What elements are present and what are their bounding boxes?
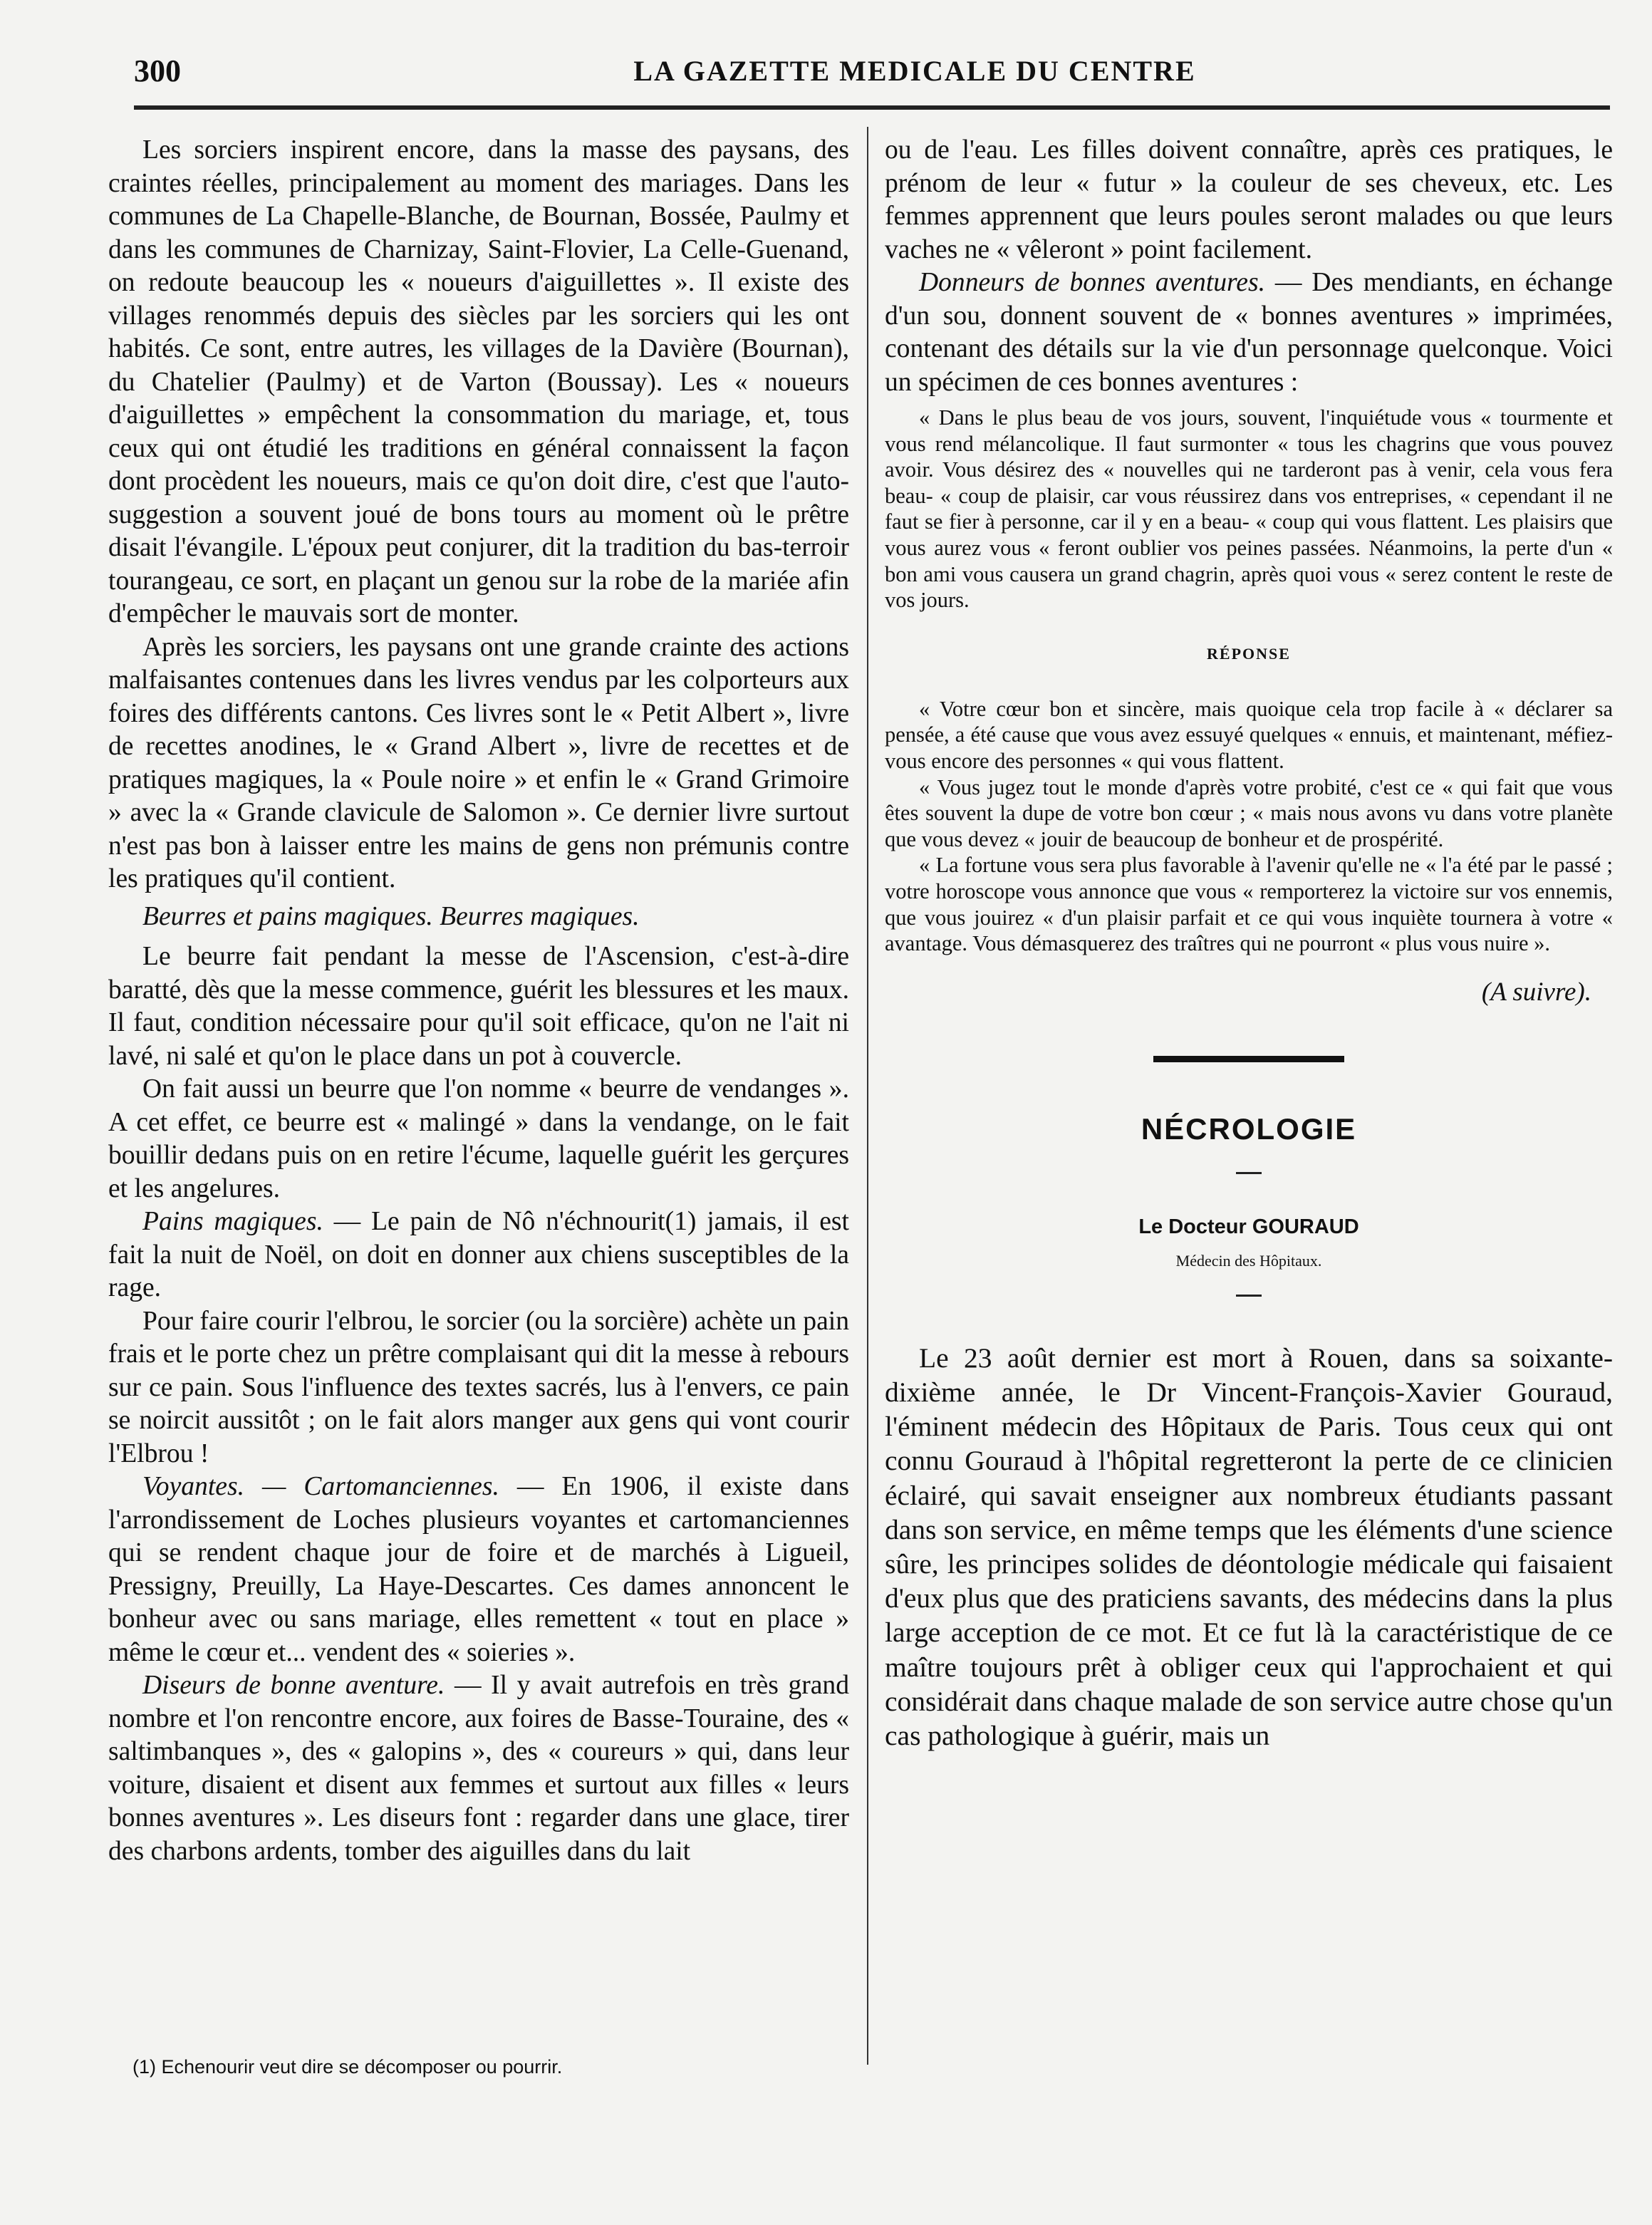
paragraph-livres: Après les sorciers, les paysans ont une grande crainte des actions malfaisantes contenues dans les livres vendus par les colporteurs aux foires des différents cantons. Ces livres sont le « Petit Albert », livre de recettes anodines, le « Grand Albert », livre de recettes et de pratiques magiques, la « Poule noire » et enfin le « Grand Grimoire » avec la « Grande clavicule de Salomon ». Ce dernier livre surtout n'est pas bon à laisser entre les mains de gens non prémunis contre les pratiques qu'il contient. [108, 632, 849, 893]
quote-reponse-3: « La fortune vous sera plus favorable à l'avenir qu'elle ne « l'a été par le passé ; votre horoscope vous annonce que vous « remporterez la victoire sur vos ennemis, que vous jouirez « d'un plaisir parfait et ce qui vous inquiète tournera à votre « avantage. Vous démasquerez des traîtres qui ne pourront « plus vous nuire ». [885, 853, 1613, 956]
paragraph-filles: ou de l'eau. Les filles doivent connaître, après ces pratiques, le prénom de leur « futur » la couleur de ses cheveux, etc. Les femmes apprennent que leurs poules seront malades ou que leurs vaches ne « vêleront » point facilement. [885, 135, 1613, 264]
paragraph-sorciers: Les sorciers inspirent encore, dans la masse des paysans, des craintes réelles, principalement au moment des mariages. Dans les communes de La Chapelle-Blanche, de Bournan, Bossée, Paulmy et dans les communes de Charnizay, Saint-Flovier, La Celle-Guenand, on redoute beaucoup les « noueurs d'aiguillettes ». Il existe des villages renommés depuis des siècles par les sorciers qui les ont habités. Ce sont, entre autres, les villages de la Davière (Bournan), du Chatelier (Paulmy) et de Varton (Boussay). Les « noueurs d'aiguillettes » empêchent la consommation du mariage, et, tous ceux qui ont étudié les traditions en général connaissent la façon dont procèdent les noueurs, mais ce qu'on doit dire, c'est que l'auto-suggestion a souvent joué de bons tours au moment où le prêtre disait l'évangile. L'époux peut conjurer, dit la tradition du bas-terroir tourangeau, ce sort, en plaçant un genou sur la robe de la mariée afin d'empêcher le mauvais sort de monter. [108, 135, 849, 628]
a-suivre: (A suivre). [1481, 977, 1591, 1007]
section-rule [1153, 1056, 1344, 1062]
necrologie-title: NÉCROLOGIE [1141, 1111, 1357, 1146]
paragraph-pains-magiques: Pains magiques. — Le pain de Nô n'échnourit(1) jamais, il est fait la nuit de Noël, on doit en donner aux chiens susceptibles de la rage. [108, 1207, 849, 1302]
page-header [134, 53, 1610, 95]
reponse-title: RÉPONSE [1207, 644, 1291, 663]
doctor-name: Le Docteur GOURAUD [1138, 1215, 1359, 1238]
right-column [885, 134, 1613, 1753]
journal-title: LA GAZETTE MEDICALE DU CENTRE [633, 55, 1196, 87]
short-rule [1236, 1172, 1262, 1174]
paragraph-elbrou: Pour faire courir l'elbrou, le sorcier (ou la sorcière) achète un pain frais et le porte chez un prêtre complaisant qui dit la messe à rebours sur ce pain. Sous l'influence des textes sacrés, lus à l'envers, ce pain se noircit aussitôt ; on le fait alors manger aux gens qui vont courir l'Elbrou ! [108, 1306, 849, 1468]
paragraph-voyantes: Voyantes. — Cartomanciennes. — En 1906, il existe dans l'arrondissement de Loches plusieurs voyantes et cartomanciennes qui se rendent chaque jour de foire et de marchés à Ligueil, Pressigny, Preuilly, La Haye-Descartes. Ces dames annoncent le bonheur avec ou sans mariage, elles remettent « tout en place » même le cœur et... vendent des « soieries ». [108, 1472, 850, 1667]
footnote: (1) Echenourir veut dire se décomposer ou pourrir. [133, 2056, 563, 2078]
left-column [108, 134, 849, 1868]
doctor-role: Médecin des Hôpitaux. [1175, 1251, 1322, 1270]
quote-bonne-aventure: « Dans le plus beau de vos jours, souvent, l'inquiétude vous « tourmente et vous rend mélancolique. Il faut surmonter « tous les chagrins que vous pouvez avoir. Vous désirez des « nouvelles qui ne tarderont pas à venir, cela vous fera beau- « coup de plaisir, car vous réussirez dans vos entreprises, « cependant il ne faut se fier à personne, car il y en a beau- « coup qui vous flattent. Les plaisirs que vous aurez vous « feront oublier vos peines passées. Néanmoins, la perte d'un « bon ami vous causera un grand chagrin, après quoi vous « serez content le reste de vos jours. [885, 405, 1613, 613]
paragraph-gouraud: Le 23 août dernier est mort à Rouen, dans sa soixante-dixième année, le Dr Vincent-François-Xavier Gouraud, l'éminent médecin des Hôpitaux de Paris. Tous ceux qui ont connu Gouraud à l'hôpital regretteront la perte de ce clinicien éclairé, qui savait enseigner aux nombreux étudiants passant dans son service, en même temps que les éléments d'une science sûre, les principes solides de déontologie médicale qui faisaient d'eux plus que des praticiens savants, des médecins dans la plus large acception de ce mot. Et ce fut là la caractéristique de ce maître toujours prêt à obliger ceux qui l'approchaient et qui considérait dans chaque malade de son service autre chose qu'un cas pathologique à guérir, mais un [885, 1342, 1613, 1751]
paragraph-beurre-ascension: Le beurre fait pendant la messe de l'Ascension, c'est-à-dire baratté, dès que la messe commence, guérit les blessures et les maux. Il faut, condition nécessaire pour qu'il soit efficace, qu'on ne l'ait ni lavé, ni salé et qu'on le place dans un pot à couvercle. [108, 942, 849, 1071]
short-rule-2 [1236, 1295, 1262, 1297]
quote-reponse-1: « Votre cœur bon et sincère, mais quoique cela trop facile à « déclarer sa pensée, a été cause que vous avez essuyé quelques « ennuis, et maintenant, méfiez-vous encore des personnes « qui vous flattent. [885, 696, 1613, 773]
paragraph-beurre-vendanges: On fait aussi un beurre que l'on nomme « beurre de vendanges ». A cet effet, ce beurre est « malingé » dans la vendange, on le fait bouillir dedans puis on en retire l'écume, laquelle guérit les gerçures et les angelures. [108, 1074, 849, 1203]
heading-beurres: Beurres et pains magiques. Beurres magiques. [142, 901, 640, 931]
quote-reponse-2: « Vous jugez tout le monde d'après votre probité, c'est ce « qui fait que vous êtes souvent la dupe de votre bon cœur ; « mais nous avons vu dans votre planète que vous devez « jouir de beaucoup de bonheur et de prospérité. [885, 774, 1613, 851]
paragraph-diseurs: Diseurs de bonne aventure. — Il y avait autrefois en très grand nombre et l'on rencontre encore, aux foires de Basse-Touraine, des « saltimbanques », des « galopins », des « coureurs » qui, dans leur voiture, disaient et disent aux femmes et surtout aux filles « leurs bonnes aventures ». Les diseurs font : regarder dans une glace, tirer des charbons ardents, tomber des aiguilles dans du lait [108, 1671, 850, 1866]
column-divider [867, 127, 868, 2065]
header-rule [134, 105, 1610, 110]
paragraph-donneurs: Donneurs de bonnes aventures. — Des mendiants, en échange d'un sou, donnent souvent de « bonnes aventures » imprimées, contenant des détails sur la vie d'un personnage quelconque. Voici un spécimen de ces bonnes aventures : [885, 268, 1613, 397]
page-number: 300 [134, 53, 181, 88]
